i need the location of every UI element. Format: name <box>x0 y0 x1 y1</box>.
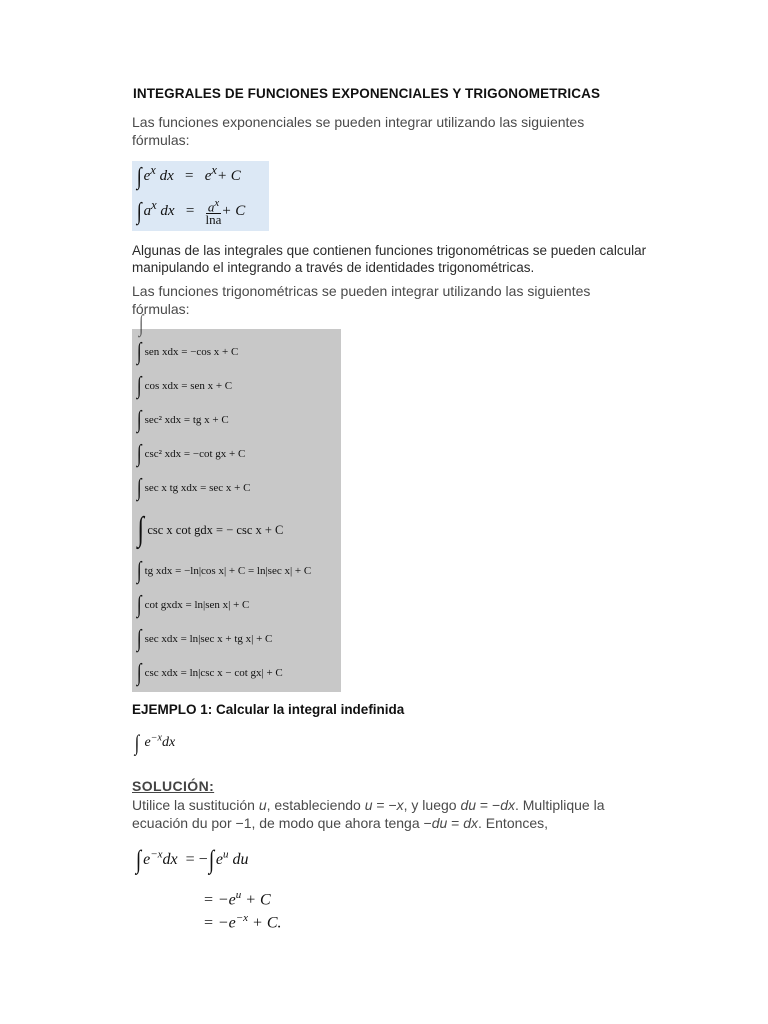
step-row-3: = $-e^{-x} + C$. <box>203 912 282 932</box>
trig-formula-row: ∫ sec x tg xdx = sec x + C <box>136 475 251 501</box>
integral-sign: ∫ <box>136 339 142 365</box>
trig-formula-row: ∫ sen xdx = −cos x + C <box>136 339 239 365</box>
formula-exp-e: ∫ $e^x$ dx = $e^x+ C$ <box>136 163 241 190</box>
solution-steps-image <box>135 845 295 935</box>
trig-formula-row: ∫ cot gxdx = ln|sen x| + C <box>136 592 250 618</box>
trig-formula-row: ∫ csc xdx = ln|csc x − cot gx| + C <box>136 660 283 686</box>
formula-exp-a: ∫ $a^x$ dx = $\frac{a^x}{\ln a}$ + C <box>136 197 246 228</box>
clipped-formula-fragment: ∫ <box>138 311 144 337</box>
intro-trig-paragraph: Las funciones trigonométricas se pueden integrar utilizando las siguientes fórmulas: <box>132 283 591 317</box>
integral-sign: ∫ <box>208 845 214 874</box>
integral-sign: ∫ <box>136 199 142 226</box>
trig-identities-paragraph: Algunas de las integrales que contienen funciones trigonométricas se pueden calcular manipulando el integrando a través de identidades trigonométricas. <box>132 243 647 275</box>
solution-label: SOLUCIÓN: <box>132 778 215 794</box>
step-row-1: ∫ $e^{-x}dx$ = −∫ $e^u$ du <box>135 845 249 874</box>
integral-sign: ∫ <box>136 660 142 686</box>
trig-formula-row: ∫ cos xdx = sen x + C <box>136 373 233 399</box>
trig-formula-row: ∫ sec xdx = ln|sec x + tg x| + C <box>136 626 273 652</box>
trig-formula-row: ∫ sec² xdx = tg x + C <box>136 407 229 433</box>
trig-formula-row: ∫ csc x cot gdx = − csc x + C <box>137 511 284 548</box>
exponential-formulas-image <box>132 161 269 231</box>
solution-paragraph: Utilice la sustitución u, estableciendo u = −x, y luego du = −dx. Multiplique la ecuación du por −1, de modo que ahora tenga −du = dx. Entonces, <box>132 797 605 831</box>
trig-formula-row: ∫ tg xdx = −ln|cos x| + C = ln|sec x| + C <box>136 558 312 584</box>
integral-sign: ∫ <box>136 164 142 190</box>
integral-sign: ∫ <box>135 845 142 874</box>
integral-sign: ∫ <box>137 511 144 548</box>
integral-sign: ∫ <box>134 730 140 755</box>
example-integral: ∫ $e^{-x}dx$ <box>134 730 176 755</box>
integral-sign: ∫ <box>136 592 142 618</box>
example-heading: EJEMPLO 1: Calcular la integral indefinida <box>132 702 405 717</box>
integral-sign: ∫ <box>136 475 142 501</box>
page-title: INTEGRALES DE FUNCIONES EXPONENCIALES Y TRIGONOMETRICAS <box>133 86 601 101</box>
fraction: $\frac{a^x}{\ln a}$ <box>205 197 222 228</box>
integral-sign: ∫ <box>136 626 142 652</box>
intro-exponential-paragraph: Las funciones exponenciales se pueden integrar utilizando las siguientes fórmulas: <box>132 114 585 148</box>
trig-formula-row: ∫ csc² xdx = −cot gx + C <box>136 441 246 467</box>
integral-sign: ∫ <box>136 441 142 467</box>
integral-sign: ∫ <box>136 407 142 433</box>
step-row-2: = $-e^u + C$ <box>203 889 271 909</box>
trig-formulas-image <box>132 311 341 692</box>
integral-sign: ∫ <box>136 373 142 399</box>
integral-sign: ∫ <box>136 558 142 584</box>
